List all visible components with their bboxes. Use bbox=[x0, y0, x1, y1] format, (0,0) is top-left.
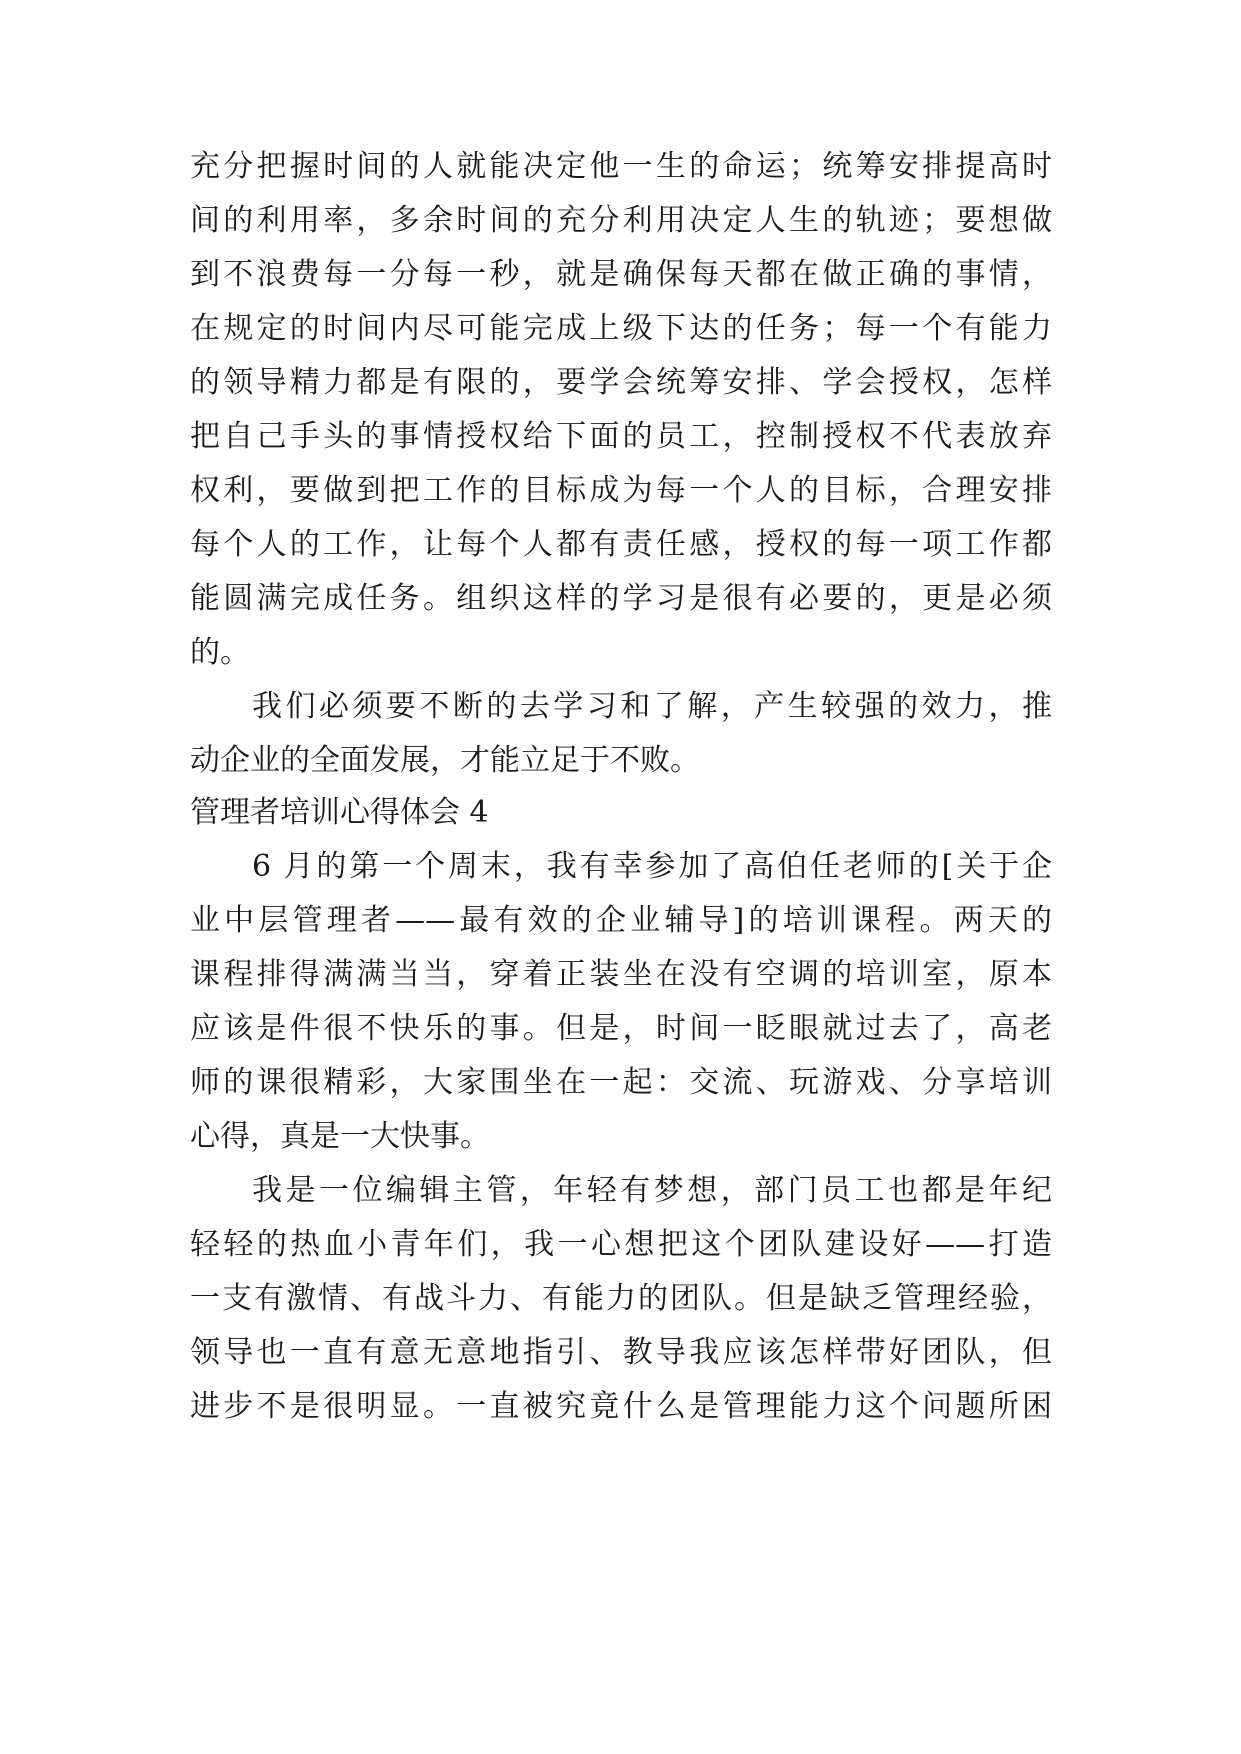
paragraph-line: 课程排得满满当当，穿着正装坐在没有空调的培训室，原本 bbox=[190, 957, 1052, 992]
paragraph-line: 6 月的第一个周末，我有幸参加了高伯任老师的[关于企 bbox=[252, 849, 1052, 884]
paragraph-line: 我是一位编辑主管，年轻有梦想，部门员工也都是年纪 bbox=[252, 1173, 1052, 1208]
paragraph-line: 每个人的工作，让每个人都有责任感，授权的每一项工作都 bbox=[190, 527, 1052, 562]
paragraph-line: 把自己手头的事情授权给下面的员工，控制授权不代表放弃 bbox=[190, 419, 1052, 454]
paragraph-line: 一支有激情、有战斗力、有能力的团队。但是缺乏管理经验， bbox=[190, 1281, 1052, 1316]
paragraph-line: 动企业的全面发展，才能立足于不败。 bbox=[190, 743, 700, 778]
paragraph-line: 权利，要做到把工作的目标成为每一个人的目标，合理安排 bbox=[190, 473, 1052, 508]
paragraph-line: 到不浪费每一分每一秒，就是确保每天都在做正确的事情， bbox=[190, 257, 1052, 292]
paragraph-line: 我们必须要不断的去学习和了解，产生较强的效力，推 bbox=[252, 689, 1052, 724]
section-heading: 管理者培训心得体会 4 bbox=[190, 795, 489, 830]
paragraph-line: 应该是件很不快乐的事。但是，时间一眨眼就过去了，高老 bbox=[190, 1011, 1052, 1046]
paragraph-line: 业中层管理者——最有效的企业辅导]的培训课程。两天的 bbox=[190, 903, 1052, 938]
paragraph-line: 进步不是很明显。一直被究竟什么是管理能力这个问题所困 bbox=[190, 1389, 1052, 1424]
paragraph-line: 的。 bbox=[190, 635, 250, 670]
paragraph-line: 充分把握时间的人就能决定他一生的命运；统筹安排提高时 bbox=[190, 149, 1052, 184]
paragraph-line: 心得，真是一大快事。 bbox=[190, 1119, 490, 1154]
paragraph-line: 领导也一直有意无意地指引、教导我应该怎样带好团队，但 bbox=[190, 1335, 1052, 1370]
paragraph-line: 在规定的时间内尽可能完成上级下达的任务；每一个有能力 bbox=[190, 311, 1052, 346]
paragraph-line: 间的利用率，多余时间的充分利用决定人生的轨迹；要想做 bbox=[190, 203, 1052, 238]
paragraph-line: 轻轻的热血小青年们，我一心想把这个团队建设好——打造 bbox=[190, 1227, 1052, 1262]
paragraph-line: 师的课很精彩，大家围坐在一起：交流、玩游戏、分享培训 bbox=[190, 1065, 1052, 1100]
paragraph-line: 的领导精力都是有限的，要学会统筹安排、学会授权，怎样 bbox=[190, 365, 1052, 400]
paragraph-line: 能圆满完成任务。组织这样的学习是很有必要的，更是必须 bbox=[190, 581, 1052, 616]
